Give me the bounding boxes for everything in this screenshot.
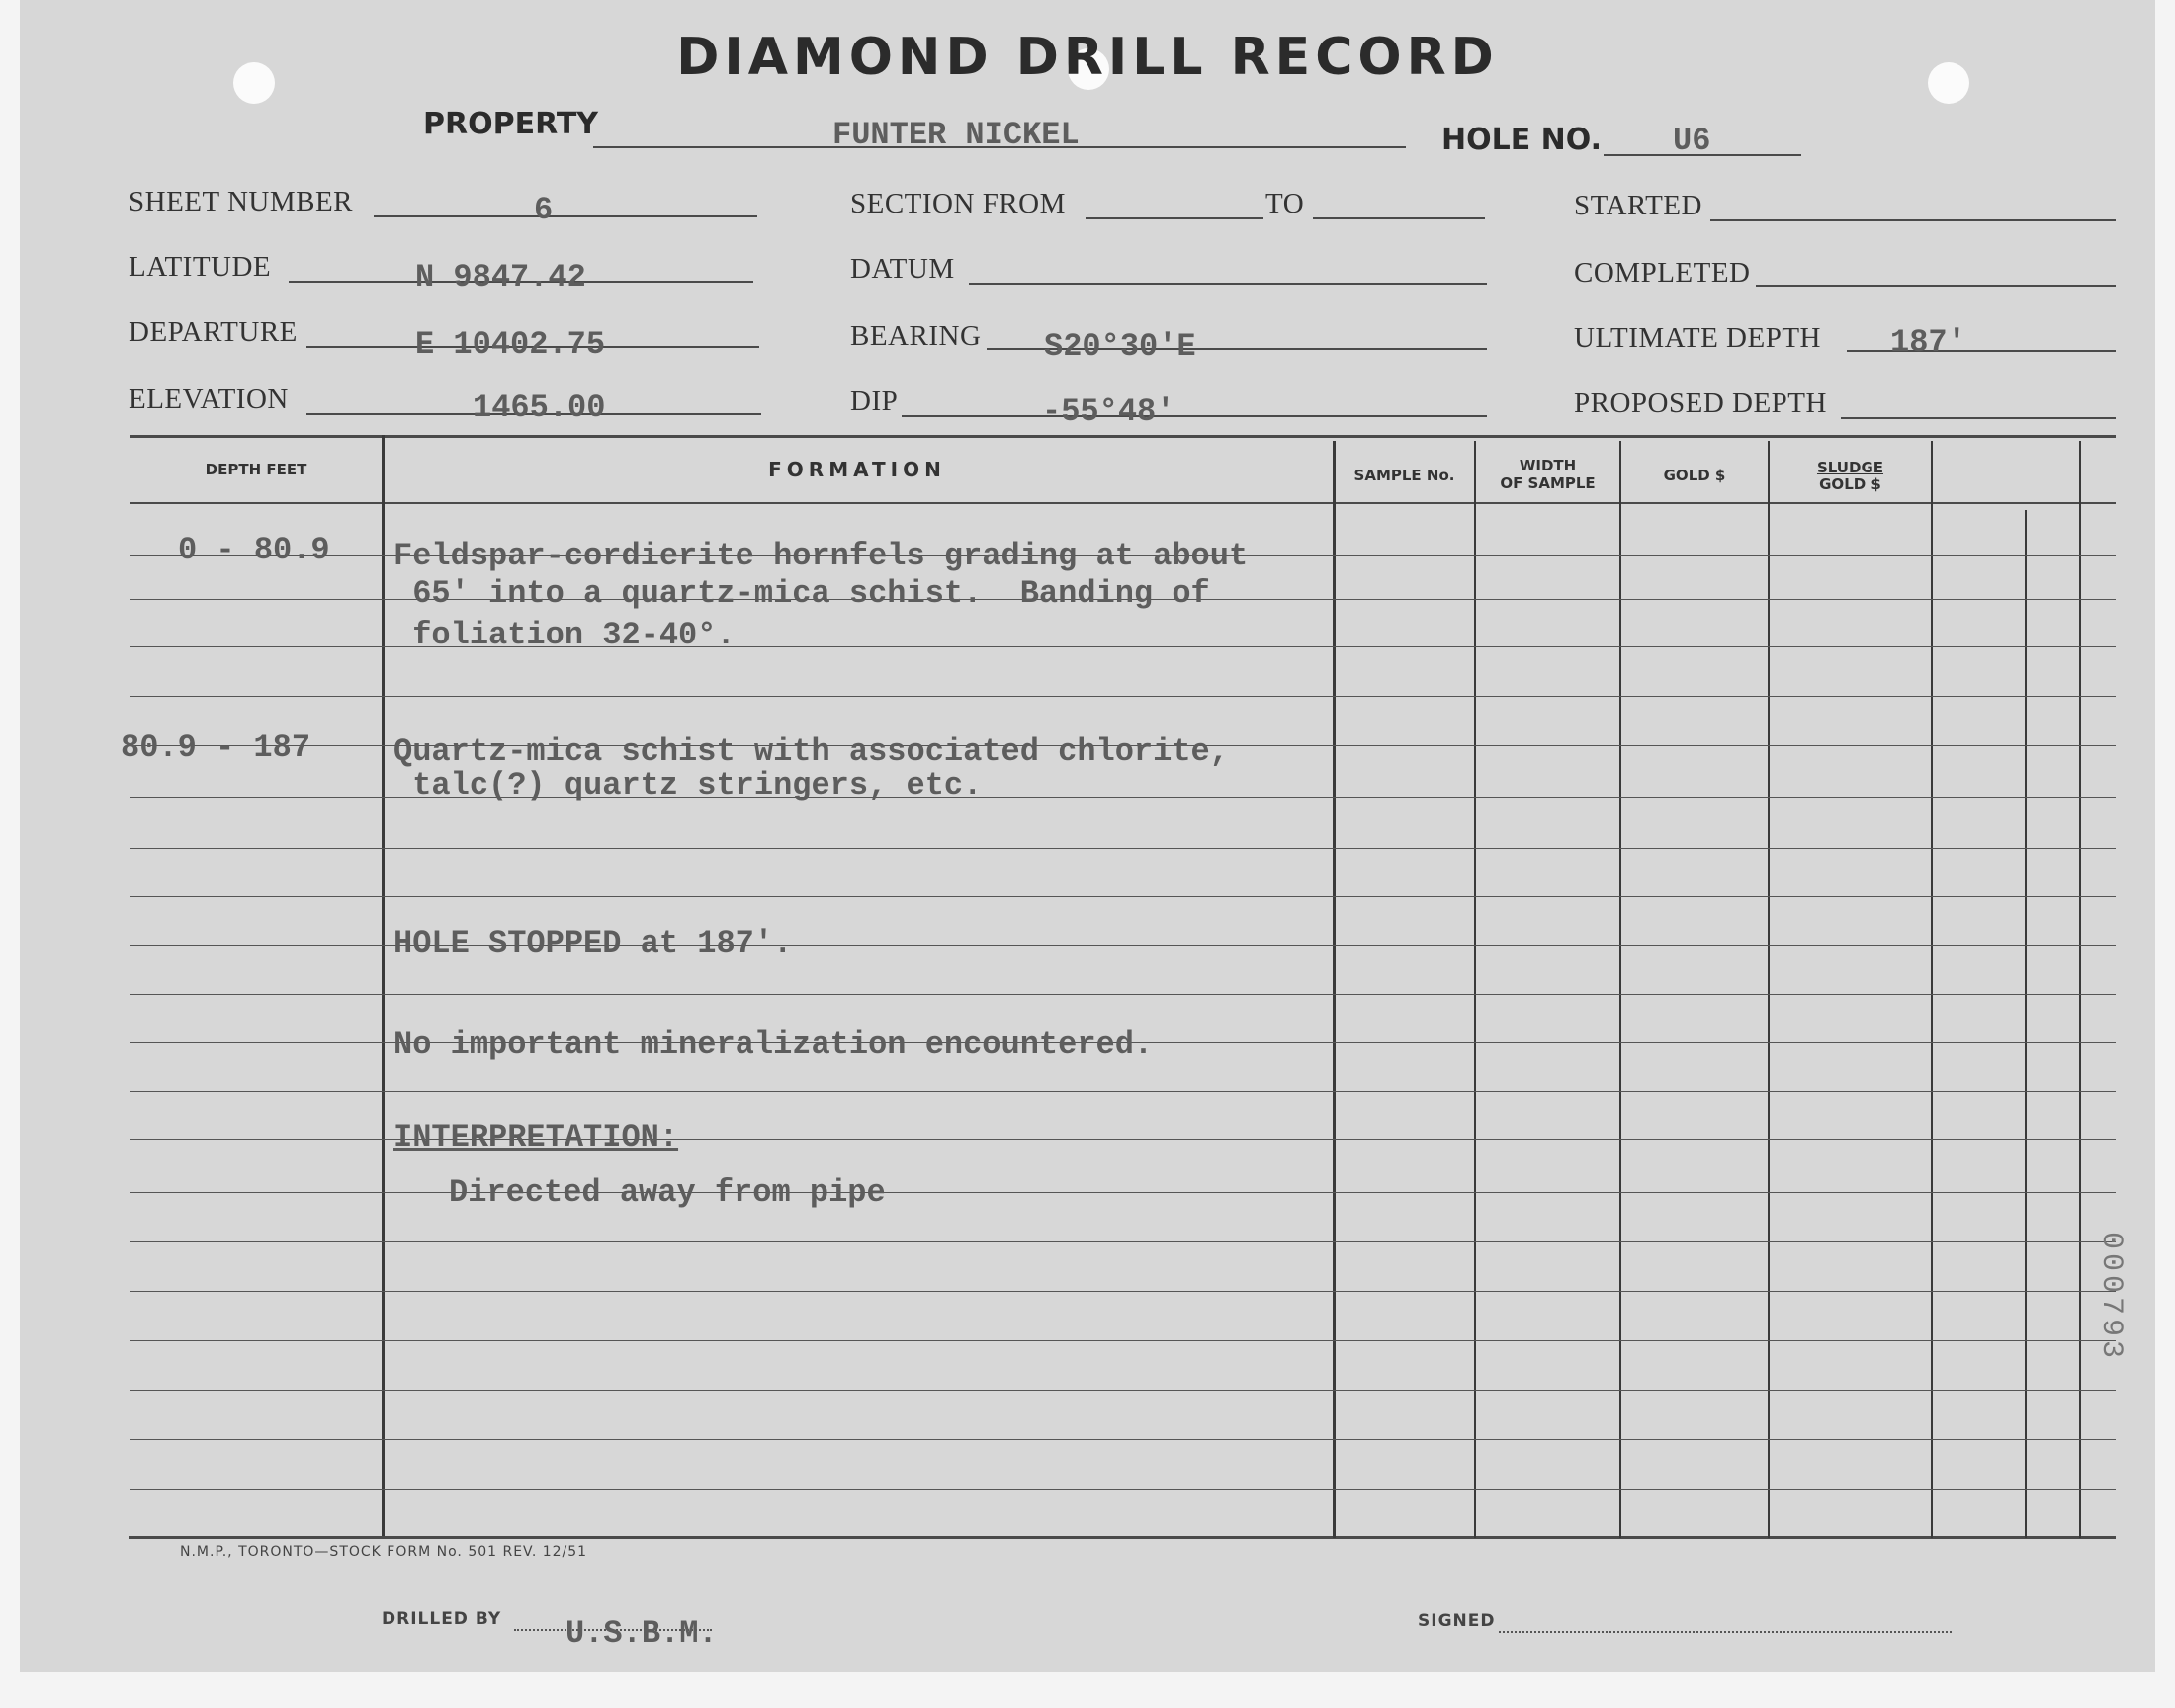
- col-sludge-2: GOLD $: [1819, 475, 1881, 493]
- margin-stamp: 000793: [2094, 1232, 2128, 1363]
- drilled-by-value: U.S.B.M.: [566, 1615, 718, 1652]
- proposed-depth-label: PROPOSED DEPTH: [1574, 387, 1827, 419]
- latitude-label: LATITUDE: [129, 251, 272, 283]
- started-label: STARTED: [1574, 190, 1702, 221]
- formation-line: Quartz-mica schist with associated chlorite,: [393, 733, 1229, 770]
- drilled-by-label: DRILLED BY: [382, 1609, 502, 1629]
- table-rule: [130, 1489, 2116, 1490]
- elevation-value: 1465.00: [473, 389, 606, 426]
- formation-line: 65' into a quartz-mica schist. Banding of: [393, 575, 1210, 612]
- ultimate-depth-label: ULTIMATE DEPTH: [1574, 322, 1822, 354]
- record-sheet: [20, 0, 2155, 1672]
- col-sample-no: SAMPLE No.: [1353, 467, 1455, 484]
- bearing-value: S20°30'E: [1044, 328, 1196, 365]
- table-rule: [130, 848, 2116, 849]
- col-depth-feet: DEPTH FEET: [205, 461, 307, 478]
- depth-entry-2: 80.9 - 187: [121, 729, 311, 766]
- elevation-label: ELEVATION: [129, 384, 289, 415]
- col-width-sample-2: OF SAMPLE: [1500, 474, 1596, 492]
- departure-value: E 10402.75: [415, 326, 606, 363]
- formation-line: foliation 32-40°.: [393, 617, 736, 653]
- col-width-sample-1: WIDTH: [1519, 457, 1577, 474]
- mineralization-note: No important mineralization encountered.: [393, 1026, 1154, 1063]
- table-rule: [130, 696, 2116, 697]
- dip-label: DIP: [850, 385, 899, 417]
- sheet-number-label: SHEET NUMBER: [129, 186, 354, 217]
- table-rule: [130, 1390, 2116, 1391]
- formation-line: Feldspar-cordierite hornfels grading at about: [393, 538, 1249, 574]
- latitude-value: N 9847.42: [415, 259, 586, 296]
- col-formation: FORMATION: [768, 458, 946, 481]
- table-rule: [130, 1192, 2116, 1193]
- section-to-label: TO: [1265, 188, 1305, 219]
- completed-label: COMPLETED: [1574, 257, 1751, 289]
- form-number: N.M.P., TORONTO—STOCK FORM No. 501 REV. 12/51: [180, 1544, 588, 1560]
- bearing-label: BEARING: [850, 320, 982, 352]
- ultimate-depth-value: 187': [1890, 324, 1966, 361]
- table-rule: [130, 1091, 2116, 1092]
- table-rule: [130, 1439, 2116, 1440]
- property-label: PROPERTY: [423, 107, 599, 141]
- interpretation-heading: INTERPRETATION:: [393, 1119, 679, 1155]
- table-rule: [130, 1340, 2116, 1341]
- formation-line: talc(?) quartz stringers, etc.: [393, 767, 983, 804]
- hole-no-value: U6: [1673, 123, 1711, 159]
- table-rule: [130, 896, 2116, 897]
- datum-label: DATUM: [850, 253, 955, 285]
- departure-label: DEPARTURE: [129, 316, 298, 348]
- dip-value: -55°48': [1042, 393, 1175, 430]
- sheet-number-value: 6: [534, 192, 554, 228]
- section-from-label: SECTION FROM: [850, 188, 1066, 219]
- table-rule: [130, 1241, 2116, 1242]
- table-rule: [130, 994, 2116, 995]
- col-gold: GOLD $: [1663, 467, 1726, 484]
- hole-no-label: HOLE NO.: [1441, 123, 1603, 157]
- form-title: DIAMOND DRILL RECORD: [676, 28, 1499, 87]
- property-value: FUNTER NICKEL: [832, 117, 1080, 153]
- table-rule: [130, 1291, 2116, 1292]
- col-sludge-1: SLUDGE: [1816, 459, 1884, 476]
- depth-entry-1: 0 - 80.9: [178, 532, 330, 568]
- hole-stopped-note: HOLE STOPPED at 187'.: [393, 925, 793, 962]
- signed-label: SIGNED: [1418, 1611, 1496, 1631]
- interpretation-text: Directed away from pipe: [449, 1174, 886, 1211]
